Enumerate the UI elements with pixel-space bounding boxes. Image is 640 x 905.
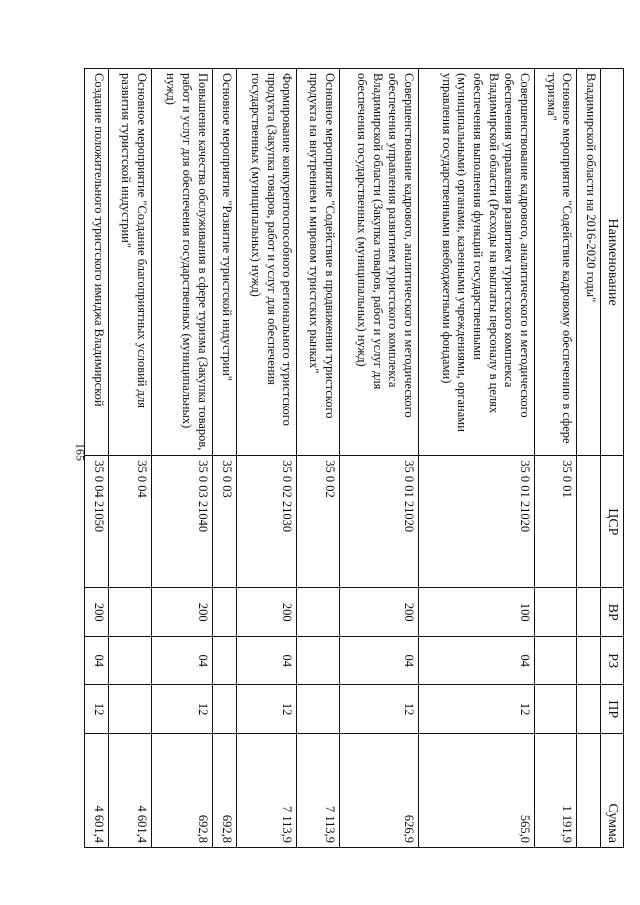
cell-name: Основное мероприятие "Создание благоприятных условий для развития туристской индустрии"	[109, 69, 151, 456]
cell-vr: 200	[85, 588, 109, 636]
cell-sum: 7 113,9	[236, 733, 297, 847]
cell-pr	[534, 685, 576, 733]
cell-sum: 565,0	[419, 733, 535, 847]
budget-table	[84, 68, 624, 848]
table-header-row	[601, 69, 624, 848]
header-rz: РЗ	[601, 636, 624, 684]
cell-csr: 35 0 02 21030	[236, 456, 297, 588]
cell-rz	[297, 636, 339, 684]
header-csr: ЦСР	[601, 456, 624, 588]
cell-csr: 35 0 03 21040	[151, 456, 212, 588]
cell-pr	[212, 685, 236, 733]
cell-csr: 35 0 04 21050	[85, 456, 109, 588]
cell-name: Владимирской области на 2016-2020 годы"	[577, 69, 601, 456]
cell-rz: 04	[151, 636, 212, 684]
budget-table-container	[84, 68, 624, 848]
cell-sum: 692,8	[212, 733, 236, 847]
cell-vr	[212, 588, 236, 636]
cell-rz: 04	[339, 636, 418, 684]
cell-name: Основное мероприятие "Развитие туристской индустрии"	[212, 69, 236, 456]
cell-vr	[297, 588, 339, 636]
cell-pr	[297, 685, 339, 733]
cell-vr: 200	[236, 588, 297, 636]
cell-sum: 4 601,4	[85, 733, 109, 847]
cell-csr: 35 0 02	[297, 456, 339, 588]
cell-rz: 04	[85, 636, 109, 684]
cell-csr: 35 0 01 21020	[419, 456, 535, 588]
cell-name: Создание положительного туристского имиджа Владимирской	[85, 69, 109, 456]
cell-sum: 7 113,9	[297, 733, 339, 847]
table-row	[236, 69, 297, 848]
table-row	[212, 69, 236, 848]
cell-vr: 100	[419, 588, 535, 636]
cell-name: Совершенствование кадрового, аналитического и методического обеспечения управления развитием туристского комплекса Владимирской области (Расходы на выплаты персоналу в целях обеспечения выполнения функций государственными (муниципальными) органами, казенными учреждениями, органами управления государственными внебюджетными фондами)	[419, 69, 535, 456]
cell-rz	[534, 636, 576, 684]
cell-rz	[212, 636, 236, 684]
cell-sum: 626,9	[339, 733, 418, 847]
header-sum: Сумма	[601, 733, 624, 847]
table-row	[419, 69, 535, 848]
cell-csr: 35 0 01 21020	[339, 456, 418, 588]
cell-name: Формирование конкурентоспособного регионального туристского продукта (Закупка товаров, работ и услуг для обеспечения государственных (муниципальных) нужд)	[236, 69, 297, 456]
cell-sum: 692,8	[151, 733, 212, 847]
cell-name: Совершенствование кадрового, аналитического и методического обеспечения управления развитием туристского комплекса Владимирской области (Закупка товаров, работ и услуг для обеспечения государственных (муниципальных) нужд)	[339, 69, 418, 456]
cell-sum: 1 191,9	[534, 733, 576, 847]
cell-sum	[577, 733, 601, 847]
cell-csr: 35 0 04	[109, 456, 151, 588]
cell-pr: 12	[151, 685, 212, 733]
cell-rz: 04	[236, 636, 297, 684]
cell-sum: 4 601,4	[109, 733, 151, 847]
cell-vr	[109, 588, 151, 636]
cell-vr	[577, 588, 601, 636]
cell-pr: 12	[85, 685, 109, 733]
table-row	[85, 69, 109, 848]
table-row	[109, 69, 151, 848]
header-pr: ПР	[601, 685, 624, 733]
cell-vr: 200	[339, 588, 418, 636]
cell-pr: 12	[419, 685, 535, 733]
cell-vr	[534, 588, 576, 636]
table-row	[297, 69, 339, 848]
cell-pr	[109, 685, 151, 733]
cell-csr	[577, 456, 601, 588]
cell-pr: 12	[236, 685, 297, 733]
header-name: Наименование	[601, 69, 624, 456]
cell-vr: 200	[151, 588, 212, 636]
cell-csr: 35 0 03	[212, 456, 236, 588]
cell-pr: 12	[339, 685, 418, 733]
cell-name: Основное мероприятие "Содействие в продвижении туристского продукта на внутреннем и мировом туристских рынках"	[297, 69, 339, 456]
cell-rz	[109, 636, 151, 684]
page-number: 165	[73, 443, 88, 461]
cell-rz: 04	[419, 636, 535, 684]
table-row	[534, 69, 576, 848]
table-row	[151, 69, 212, 848]
table-row	[339, 69, 418, 848]
cell-csr: 35 0 01	[534, 456, 576, 588]
cell-rz	[577, 636, 601, 684]
cell-pr	[577, 685, 601, 733]
table-row	[577, 69, 601, 848]
cell-name: Основное мероприятие "Содействие кадровому обеспечению в сфере туризма"	[534, 69, 576, 456]
header-vr: ВР	[601, 588, 624, 636]
cell-name: Повышение качества обслуживания в сфере туризма (Закупка товаров, работ и услуг для обеспечения государственных (муниципальных) нужд)	[151, 69, 212, 456]
